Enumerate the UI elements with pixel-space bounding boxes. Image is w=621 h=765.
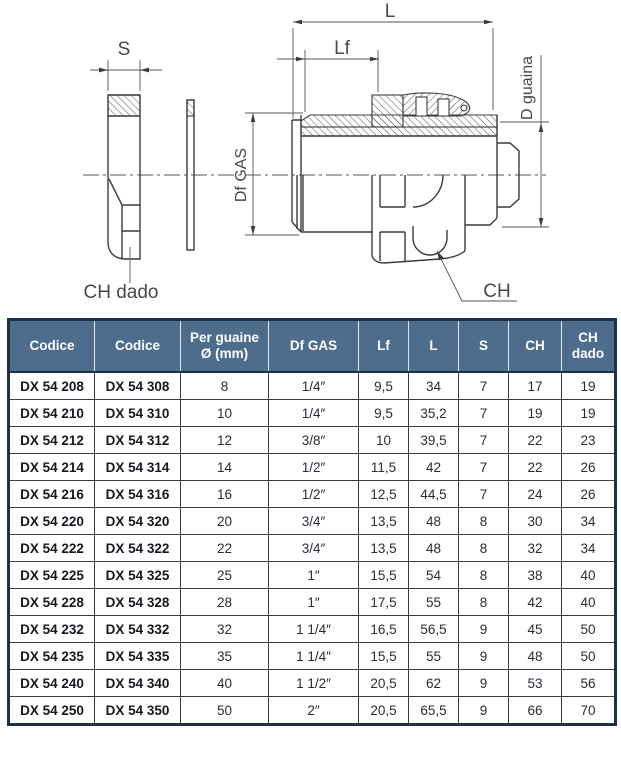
value-cell: 1 1/2″ bbox=[269, 670, 359, 697]
value-cell: 30 bbox=[509, 508, 562, 535]
dimension-d-guaina bbox=[500, 55, 549, 227]
value-cell: 40 bbox=[562, 589, 616, 616]
code-cell: DX 54 325 bbox=[95, 562, 181, 589]
value-cell: 48 bbox=[509, 643, 562, 670]
value-cell: 11,5 bbox=[359, 454, 409, 481]
code-cell: DX 54 340 bbox=[95, 670, 181, 697]
value-cell: 26 bbox=[562, 454, 616, 481]
value-cell: 48 bbox=[409, 535, 459, 562]
label-l: L bbox=[384, 1, 396, 22]
value-cell: 12,5 bbox=[359, 481, 409, 508]
code-cell: DX 54 310 bbox=[95, 400, 181, 427]
table-row bbox=[9, 427, 616, 454]
fitting-section bbox=[292, 93, 519, 263]
value-cell: 13,5 bbox=[359, 535, 409, 562]
value-cell: 1/2″ bbox=[269, 454, 359, 481]
value-cell: 9 bbox=[459, 616, 509, 643]
value-cell: 19 bbox=[562, 400, 616, 427]
value-cell: 1/4″ bbox=[269, 372, 359, 400]
value-cell: 7 bbox=[459, 481, 509, 508]
value-cell: 1/4″ bbox=[269, 400, 359, 427]
value-cell: 54 bbox=[409, 562, 459, 589]
code-cell: DX 54 228 bbox=[9, 589, 95, 616]
technical-drawing bbox=[0, 0, 621, 312]
value-cell: 65,5 bbox=[409, 697, 459, 725]
value-cell: 34 bbox=[409, 372, 459, 400]
value-cell: 15,5 bbox=[359, 562, 409, 589]
value-cell: 3/8″ bbox=[269, 427, 359, 454]
table-row bbox=[9, 616, 616, 643]
value-cell: 32 bbox=[181, 616, 269, 643]
table-header-row bbox=[9, 320, 616, 373]
value-cell: 3/4″ bbox=[269, 535, 359, 562]
code-cell: DX 54 216 bbox=[9, 481, 95, 508]
value-cell: 7 bbox=[459, 400, 509, 427]
value-cell: 50 bbox=[562, 643, 616, 670]
column-header: Lf bbox=[359, 320, 409, 373]
code-cell: DX 54 240 bbox=[9, 670, 95, 697]
value-cell: 16,5 bbox=[359, 616, 409, 643]
code-cell: DX 54 250 bbox=[9, 697, 95, 725]
code-cell: DX 54 222 bbox=[9, 535, 95, 562]
table-row bbox=[9, 481, 616, 508]
value-cell: 12 bbox=[181, 427, 269, 454]
value-cell: 8 bbox=[459, 562, 509, 589]
code-cell: DX 54 332 bbox=[95, 616, 181, 643]
table-row bbox=[9, 670, 616, 697]
code-cell: DX 54 320 bbox=[95, 508, 181, 535]
value-cell: 10 bbox=[359, 427, 409, 454]
value-cell: 48 bbox=[409, 508, 459, 535]
value-cell: 22 bbox=[509, 454, 562, 481]
value-cell: 10 bbox=[181, 400, 269, 427]
table-head bbox=[9, 320, 616, 373]
table-row bbox=[9, 697, 616, 725]
table-row bbox=[9, 508, 616, 535]
value-cell: 23 bbox=[562, 427, 616, 454]
value-cell: 15,5 bbox=[359, 643, 409, 670]
value-cell: 8 bbox=[459, 535, 509, 562]
code-cell: DX 54 350 bbox=[95, 697, 181, 725]
value-cell: 14 bbox=[181, 454, 269, 481]
value-cell: 42 bbox=[409, 454, 459, 481]
value-cell: 19 bbox=[509, 400, 562, 427]
value-cell: 50 bbox=[181, 697, 269, 725]
callout-ch bbox=[437, 251, 517, 302]
value-cell: 9 bbox=[459, 697, 509, 725]
value-cell: 62 bbox=[409, 670, 459, 697]
value-cell: 40 bbox=[562, 562, 616, 589]
value-cell: 1 1/4″ bbox=[269, 616, 359, 643]
value-cell: 20,5 bbox=[359, 697, 409, 725]
value-cell: 44,5 bbox=[409, 481, 459, 508]
value-cell: 19 bbox=[562, 372, 616, 400]
value-cell: 56,5 bbox=[409, 616, 459, 643]
label-df-gas: Df GAS bbox=[233, 147, 250, 203]
column-header: CH dado bbox=[562, 320, 616, 373]
value-cell: 9,5 bbox=[359, 372, 409, 400]
value-cell: 42 bbox=[509, 589, 562, 616]
column-header: L bbox=[409, 320, 459, 373]
code-cell: DX 54 232 bbox=[9, 616, 95, 643]
value-cell: 45 bbox=[509, 616, 562, 643]
value-cell: 34 bbox=[562, 535, 616, 562]
table-body bbox=[9, 372, 616, 725]
value-cell: 20,5 bbox=[359, 670, 409, 697]
code-cell: DX 54 314 bbox=[95, 454, 181, 481]
value-cell: 1 1/4″ bbox=[269, 643, 359, 670]
code-cell: DX 54 208 bbox=[9, 372, 95, 400]
table-row bbox=[9, 372, 616, 400]
value-cell: 22 bbox=[181, 535, 269, 562]
value-cell: 7 bbox=[459, 427, 509, 454]
value-cell: 35 bbox=[181, 643, 269, 670]
code-cell: DX 54 235 bbox=[9, 643, 95, 670]
value-cell: 34 bbox=[562, 508, 616, 535]
value-cell: 8 bbox=[181, 372, 269, 400]
value-cell: 55 bbox=[409, 643, 459, 670]
code-cell: DX 54 210 bbox=[9, 400, 95, 427]
value-cell: 40 bbox=[181, 670, 269, 697]
value-cell: 13,5 bbox=[359, 508, 409, 535]
table-row bbox=[9, 535, 616, 562]
code-cell: DX 54 335 bbox=[95, 643, 181, 670]
code-cell: DX 54 220 bbox=[9, 508, 95, 535]
value-cell: 9 bbox=[459, 643, 509, 670]
table-row bbox=[9, 454, 616, 481]
callout-ch-dado bbox=[84, 282, 159, 303]
code-cell: DX 54 328 bbox=[95, 589, 181, 616]
value-cell: 8 bbox=[459, 589, 509, 616]
value-cell: 7 bbox=[459, 372, 509, 400]
value-cell: 28 bbox=[181, 589, 269, 616]
code-cell: DX 54 322 bbox=[95, 535, 181, 562]
value-cell: 55 bbox=[409, 589, 459, 616]
code-cell: DX 54 214 bbox=[9, 454, 95, 481]
value-cell: 50 bbox=[562, 616, 616, 643]
label-lf: Lf bbox=[334, 38, 350, 59]
value-cell: 9 bbox=[459, 670, 509, 697]
column-header: Per guaine Ø (mm) bbox=[181, 320, 269, 373]
table-row bbox=[9, 589, 616, 616]
table-row bbox=[9, 562, 616, 589]
value-cell: 25 bbox=[181, 562, 269, 589]
value-cell: 1″ bbox=[269, 589, 359, 616]
nut-view bbox=[108, 95, 140, 283]
dimension-s bbox=[90, 39, 162, 91]
code-cell: DX 54 316 bbox=[95, 481, 181, 508]
dimensions-table bbox=[7, 318, 617, 726]
column-header: CH bbox=[509, 320, 562, 373]
dimension-lf bbox=[277, 38, 379, 112]
value-cell: 7 bbox=[459, 454, 509, 481]
code-cell: DX 54 225 bbox=[9, 562, 95, 589]
column-header: S bbox=[459, 320, 509, 373]
value-cell: 32 bbox=[509, 535, 562, 562]
value-cell: 53 bbox=[509, 670, 562, 697]
value-cell: 22 bbox=[509, 427, 562, 454]
value-cell: 38 bbox=[509, 562, 562, 589]
value-cell: 8 bbox=[459, 508, 509, 535]
value-cell: 17,5 bbox=[359, 589, 409, 616]
value-cell: 20 bbox=[181, 508, 269, 535]
label-ch-dado: CH dado bbox=[83, 282, 159, 303]
code-cell: DX 54 312 bbox=[95, 427, 181, 454]
column-header: Codice bbox=[95, 320, 181, 373]
value-cell: 16 bbox=[181, 481, 269, 508]
value-cell: 26 bbox=[562, 481, 616, 508]
column-header: Codice bbox=[9, 320, 95, 373]
column-header: Df GAS bbox=[269, 320, 359, 373]
value-cell: 3/4″ bbox=[269, 508, 359, 535]
value-cell: 2″ bbox=[269, 697, 359, 725]
value-cell: 39,5 bbox=[409, 427, 459, 454]
label-ch: CH bbox=[483, 281, 511, 302]
table-row bbox=[9, 643, 616, 670]
label-d-guaina: D guaina bbox=[519, 55, 536, 121]
value-cell: 35,2 bbox=[409, 400, 459, 427]
label-s: S bbox=[117, 39, 131, 60]
value-cell: 24 bbox=[509, 481, 562, 508]
value-cell: 70 bbox=[562, 697, 616, 725]
value-cell: 17 bbox=[509, 372, 562, 400]
value-cell: 66 bbox=[509, 697, 562, 725]
value-cell: 1″ bbox=[269, 562, 359, 589]
code-cell: DX 54 212 bbox=[9, 427, 95, 454]
code-cell: DX 54 308 bbox=[95, 372, 181, 400]
table-row bbox=[9, 400, 616, 427]
value-cell: 56 bbox=[562, 670, 616, 697]
value-cell: 9,5 bbox=[359, 400, 409, 427]
value-cell: 1/2″ bbox=[269, 481, 359, 508]
